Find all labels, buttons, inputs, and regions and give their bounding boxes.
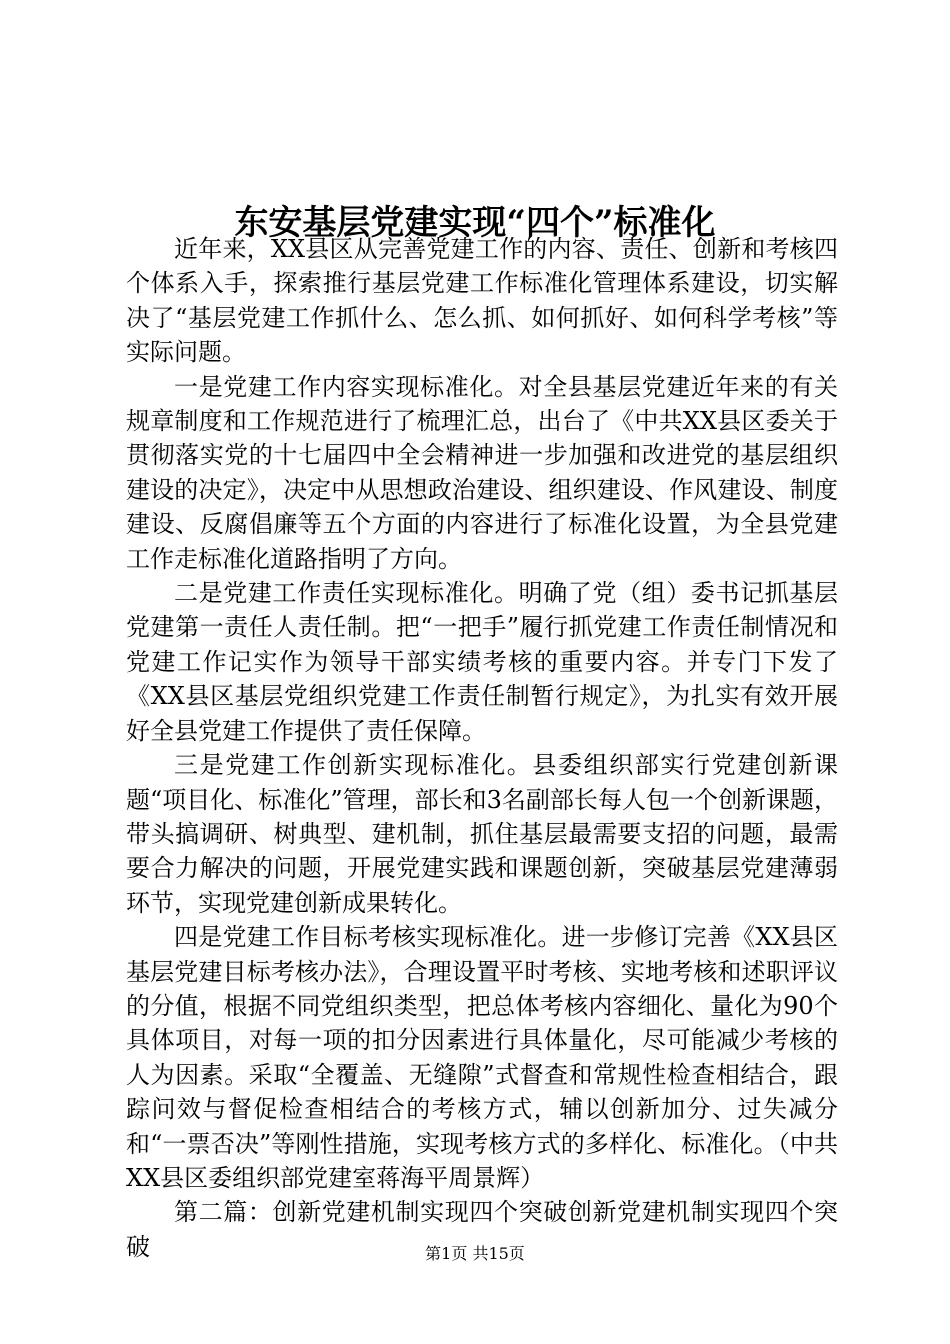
paragraph-second-article-heading: 第二篇：创新党建机制实现四个突破创新党建机制实现四个突破 [126,1198,838,1261]
paragraph-intro: 近年来，XX县区从完善党建工作的内容、责任、创新和考核四个体系入手，探索推行基层党建工作标准化管理体系建设，切实解决了“基层党建工作抓什么、怎么抓、如何抓好、如何科学考核”等实际问题。 [126,235,838,367]
document-body [126,232,838,1264]
page-footer: 第1页 共15页 [425,1244,525,1263]
paragraph-assessment-standard: 四是党建工作目标考核实现标准化。进一步修订完善《XX县区基层党建目标考核办法》，合理设置平时考核、实地考核和述职评议的分值，根据不同党组织类型，把总体考核内容细化、量化为90个具体项目，对每一项的扣分因素进行具体量化，尽可能减少考核的人为因素。采取“全覆盖、无缝隙”式督查和常规性检查相结合，跟踪问效与督促检查相结合的考核方式，辅以创新加分、过失减分和“一票否决”等刚性措施，实现考核方式的多样化、标准化。（中共XX县区委组织部党建室蒋海平周景辉） [126,923,838,1192]
document-title: 东安基层党建实现“四个”标准化 [234,202,716,243]
paragraph-content-standard: 一是党建工作内容实现标准化。对全县基层党建近年来的有关规章制度和工作规范进行了梳理汇总，出台了《中共XX县区委关于贯彻落实党的十七届四中全会精神进一步加强和改进党的基层组织建设的决定》，决定中从思想政治建设、组织建设、作风建设、制度建设、反腐倡廉等五个方面的内容进行了标准化设置，为全县党建工作走标准化道路指明了方向。 [126,372,838,573]
paragraph-innovation-standard: 三是党建工作创新实现标准化。县委组织部实行党建创新课题“项目化、标准化”管理，部长和3名副部长每人包一个创新课题，带头搞调研、树典型、建机制，抓住基层最需要支招的问题，最需要合力解决的问题，开展党建实践和课题创新，突破基层党建薄弱环节，实现党建创新成果转化。 [126,751,838,917]
paragraph-responsibility-standard: 二是党建工作责任实现标准化。明确了党（组）委书记抓基层党建第一责任人责任制。把“一把手”履行抓党建工作责任制情况和党建工作记实作为领导干部实绩考核的重要内容。并专门下发了《XX县区基层党组织党建工作责任制暂行规定》，为扎实有效开展好全县党建工作提供了责任保障。 [126,579,838,745]
